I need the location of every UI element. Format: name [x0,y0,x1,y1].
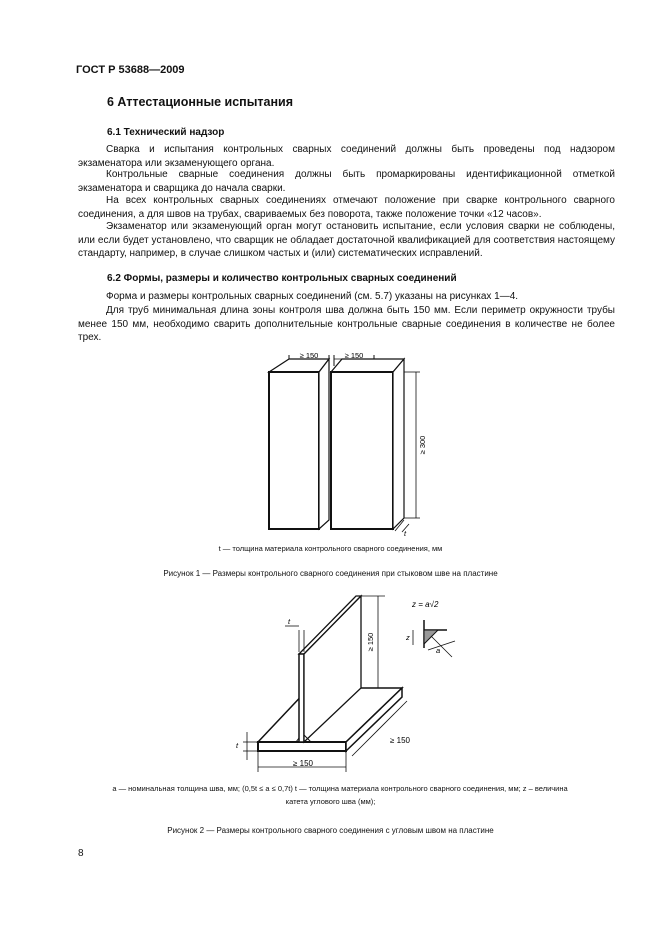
figure-1-drawing [0,338,661,544]
paragraph-6-1-1: Сварка и испытания контрольных сварных соединений должны быть проведены под надзором экзаменатора или экзаменующего органа. [78,144,615,169]
fig1-width-left: ≥ 150 [299,351,319,360]
fig2-width: ≥ 150 [390,736,410,745]
section-title: 6 Аттестационные испытания [107,95,294,109]
paragraph-6-2-1: Форма и размеры контрольных сварных соединений (см. 5.7) указаны на рисунках 1—4. [106,291,519,302]
figure-2-drawing [0,588,661,778]
paragraph-6-2-2: Для труб минимальная длина зоны контроля шва должна быть 150 мм. Если периметр окружности трубы менее 150 мм, необходимо сварить дополнительные контрольные сварные соединения в количестве не более трех. [78,305,615,343]
subsection-title-6-2: 6.2 Формы, размеры и количество контрольных сварных соединений [107,273,457,284]
fig2-thickness-side: t [236,741,239,750]
paragraph-6-1-4: Экзаменатор или экзаменующий орган могут остановить испытание, если условия сварки не соблюдены, или если будет установлено, что сварщик не обладает достаточной квалификацией для соответствия настоящему стандарту, например, в случае слишком частых и (или) систематических исправлений. [78,221,615,259]
figure-1-note: t — толщина материала контрольного сварного соединения, мм [218,544,443,553]
page-number: 8 [78,848,84,859]
paragraph-6-1-2: Контрольные сварные соединения должны быть промаркированы идентификационной отметкой экзаменатора и сварщика до начала сварки. [78,169,615,194]
fig2-leg-z: z [406,633,410,642]
paragraph-6-1-3: На всех контрольных сварных соединениях отмечают положение при сварке контрольного сварного соединения, а для швов на трубах, свариваемых без поворота, также положение точки «12 часов». [78,195,615,220]
document-code: ГОСТ Р 53688—2009 [76,64,185,76]
figure-2-note-line2: катета углового шва (мм); [285,797,376,806]
figure-2-note-line1: a — номинальная толщина шва, мм; (0,5t ≤ a ≤ 0,7t) t — толщина материала контрольного сварного соединения, мм; z – величина [112,784,568,793]
fig1-thickness: t [404,529,407,538]
figure-2-caption: Рисунок 2 — Размеры контрольного сварного соединения с угловым швом на пластине [167,826,494,835]
fig1-width-right: ≥ 150 [344,351,364,360]
fig2-formula: z = a√2 [412,600,439,609]
fig2-height: ≥ 150 [366,632,375,652]
figure-1-caption: Рисунок 1 — Размеры контрольного сварного соединения при стыковом шве на пластине [163,569,498,578]
fig1-height: ≥ 300 [418,435,427,455]
fig2-throat-a: a [436,646,441,655]
subsection-title-6-1: 6.1 Технический надзор [107,127,225,138]
fig2-thickness-top: t [288,617,291,626]
fig2-length: ≥ 150 [293,759,313,768]
